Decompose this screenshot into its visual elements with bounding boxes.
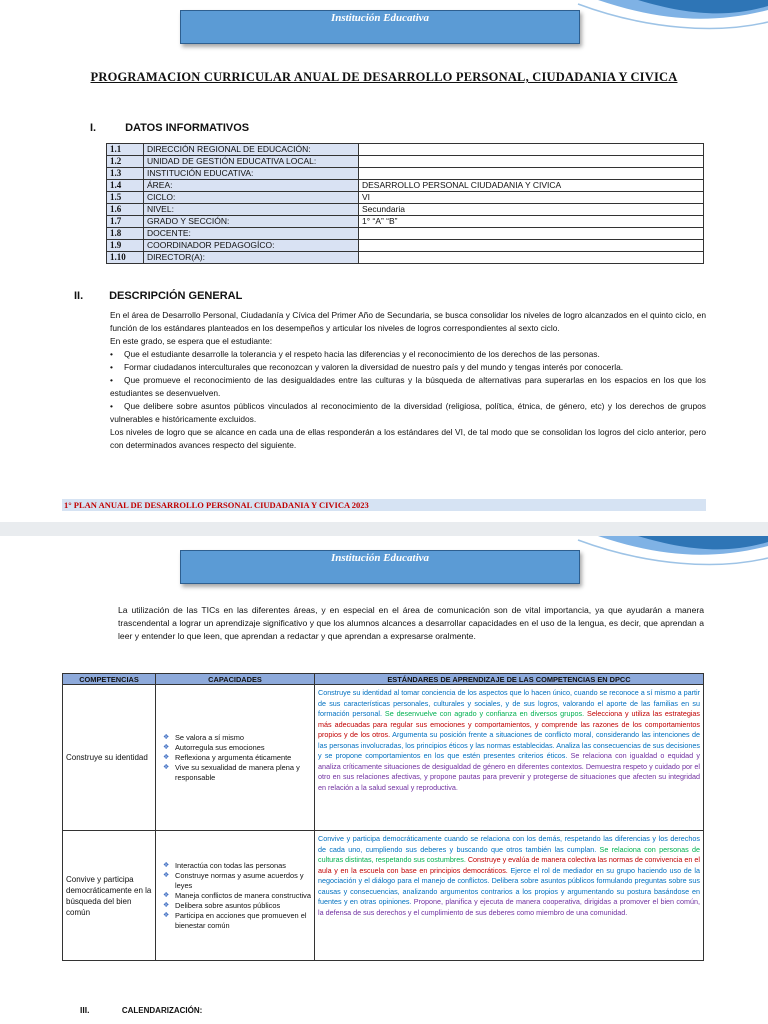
info-row-label: DIRECTOR(A): [144, 252, 359, 264]
competencia-name: Convive y participa democráticamente en la búsqueda del bien común [66, 874, 152, 917]
competencia-row [63, 831, 704, 961]
capacidad-item: ❖ Interactúa con todas las personas [163, 861, 311, 871]
info-row-label: UNIDAD DE GESTIÓN EDUCATIVA LOCAL: [144, 156, 359, 168]
bullet-text: Que el estudiante desarrolle la tolerancia y el respeto hacia las diferencias y el reconocimiento de los derechos de las personas. [124, 349, 600, 359]
section-2-heading [74, 290, 242, 302]
competencia-cell [63, 831, 156, 961]
info-row [107, 228, 704, 240]
section-3-title: CALENDARIZACIÓN: [121, 1006, 203, 1015]
competencias-table [62, 673, 704, 961]
info-row [107, 240, 704, 252]
section-1-title: DATOS INFORMATIVOS [125, 122, 250, 134]
info-row-number: 1.1 [107, 144, 144, 156]
info-row [107, 204, 704, 216]
estandar-cell [315, 831, 704, 961]
capacidad-item: ❖ Vive su sexualidad de manera plena y responsable [163, 763, 311, 783]
capacidades-cell [156, 685, 315, 831]
info-row-value: DESARROLLO PERSONAL CIUDADANIA Y CIVICA [359, 180, 704, 192]
info-row-number: 1.2 [107, 156, 144, 168]
description-bullet-list [110, 348, 706, 426]
description-paragraph-1: En el área de Desarrollo Personal, Ciudadanía y Cívica del Primer Año de Secundaria, se busca consolidar los niveles de logro alcanzados en el quinto ciclo, en función de los estándares planteados en los desempeños y articular los niveles de logros correspondientes al sexto ciclo. [110, 310, 706, 333]
bullet-icon: • [110, 401, 113, 411]
description-bullet [110, 348, 706, 361]
description-bullet [110, 361, 706, 374]
section-1-heading [90, 122, 249, 134]
col-header-competencias: COMPETENCIAS [63, 674, 156, 685]
info-row-label: DIRECCIÓN REGIONAL DE EDUCACIÓN: [144, 144, 359, 156]
info-row-number: 1.5 [107, 192, 144, 204]
estandar-segment: Construye su identidad al tomar conciencia de los aspectos que lo hacen único, cuando se reconoce a sí mismo a partir de sus características personales, culturales y sociales, y de sus logros, valorando el aporte de las familias en su formación personal. [318, 688, 700, 718]
info-row-label: ÁREA: [144, 180, 359, 192]
info-row-label: INSTITUCIÓN EDUCATIVA: [144, 168, 359, 180]
info-row-label: CICLO: [144, 192, 359, 204]
estandar-text [318, 834, 700, 918]
datos-informativos-table [106, 143, 704, 264]
bullet-text: Que promueve el reconocimiento de las desigualdades entre las culturas y la búsqueda de alternativas para superarlas en los espacios en los que los estudiantes se desenvuelven. [110, 375, 706, 398]
description-bullet [110, 400, 706, 426]
col-header-estandares: ESTÁNDARES DE APRENDIZAJE DE LAS COMPETENCIAS EN DPCC [315, 674, 704, 685]
document-title: PROGRAMACION CURRICULAR ANUAL DE DESARROLLO PERSONAL, CIUDADANIA Y CIVICA [90, 70, 678, 84]
info-row-value [359, 168, 704, 180]
section-2-title: DESCRIPCIÓN GENERAL [109, 290, 243, 302]
info-row-label: COORDINADOR PEDAGOGÍCO: [144, 240, 359, 252]
section-2-number: II. [74, 290, 84, 302]
document-page-2 [0, 536, 768, 1024]
info-row [107, 156, 704, 168]
info-row-number: 1.10 [107, 252, 144, 264]
bullet-icon: • [110, 362, 113, 372]
capacidad-item: ❖ Maneja conflictos de manera constructiva [163, 891, 311, 901]
capacidad-item: ❖ Construye normas y asume acuerdos y leyes [163, 871, 311, 891]
info-row [107, 168, 704, 180]
info-row-value [359, 228, 704, 240]
estandar-segment: Construye y evalúa de manera colectiva las normas de convivencia en el aula y en la escuela con base en principios democráticos. [318, 855, 700, 875]
info-row-number: 1.6 [107, 204, 144, 216]
estandar-segment: Argumenta su posición frente a situaciones de conflicto moral, considerando las intenciones de las personas involucradas, los principios éticos y las normas establecidas. Analiza las consecuencias de sus decisiones y se propone comportamientos en los que estén presentes criterios éticos. [318, 730, 700, 760]
section-3-number: III. [80, 1005, 90, 1015]
descripcion-general-text [110, 309, 706, 452]
capacidad-item: ❖ Delibera sobre asuntos públicos [163, 901, 311, 911]
section-1-number: I. [90, 122, 97, 134]
estandar-text [318, 688, 700, 793]
info-row-label: NIVEL: [144, 204, 359, 216]
institution-header-box-2 [180, 550, 580, 584]
capacidad-item: ❖ Se valora a sí mismo [163, 733, 311, 743]
description-paragraph-3: Los niveles de logro que se alcance en cada una de ellas responderán a los estándares del VI, de tal modo que se consolidan los logros del ciclo anterior, pero con determinados avances respecto del siguiente. [110, 427, 706, 450]
estandar-segment: Ejerce el rol de mediador en su grupo haciendo uso de la negociación y el diálogo para el manejo de conflictos. Delibera sobre asuntos públicos formulando preguntas sobre sus causas y consecuencias, analizando argumentos contrarios a los propios y argumentando su postura basándose en fuentes y en otras opiniones. [318, 865, 700, 906]
description-bullet [110, 374, 706, 400]
capacidades-list [159, 733, 311, 783]
bullet-text: Formar ciudadanos interculturales que reconozcan y valoren la diversidad de nuestro país y del mundo y tengas interés por conocerla. [124, 362, 624, 372]
info-row-number: 1.7 [107, 216, 144, 228]
info-row-value: Secundaria [359, 204, 704, 216]
info-row-value: VI [359, 192, 704, 204]
info-row-value [359, 240, 704, 252]
institution-label-2: Institución Educativa [330, 552, 430, 564]
estandar-cell [315, 685, 704, 831]
info-row-number: 1.8 [107, 228, 144, 240]
bullet-icon: • [110, 375, 113, 385]
info-row-label: GRADO Y SECCIÓN: [144, 216, 359, 228]
estandar-segment: Propone, planifica y ejecuta de manera cooperativa, dirigidas a promover el bien común, la defensa de sus derechos y el cumplimiento de sus deberes como miembro de una comunidad. [318, 897, 701, 917]
page-separator [0, 522, 768, 536]
capacidad-item: ❖ Reflexiona y argumenta éticamente [163, 753, 311, 763]
info-row [107, 192, 704, 204]
estandar-segment: Se relaciona con personas de culturas distintas, respetando sus costumbres. [318, 844, 700, 864]
estandar-segment: Se desenvuelve con agrado y confianza en diversos grupos. [382, 709, 585, 718]
estandar-segment: Convive y participa democráticamente cuando se relaciona con los demás, respetando las diferencias y los derechos de cada uno, cumpliendo sus deberes y buscando que otros también las cumplan. [318, 834, 700, 854]
competencia-cell [63, 685, 156, 831]
tics-intro-paragraph: La utilización de las TICs en las diferentes áreas, y en especial en el área de comunicación son de vital importancia, ya que ayudarán a manera trascendental a lograr un aprendizaje significativo y que los alumnos alcances a desarrollar capacidades en el uso de la lengua, es decir, que aprendan a leer y entender lo que leen, que aprendan a redactar y que aprendan a expresarse oralmente. [118, 605, 704, 641]
capacidad-item: ❖ Autorregula sus emociones [163, 743, 311, 753]
col-header-capacidades: CAPACIDADES [156, 674, 315, 685]
competencia-name: Construye su identidad [66, 753, 148, 762]
info-row [107, 180, 704, 192]
plan-title-bar: 1° PLAN ANUAL DE DESARROLLO PERSONAL CIUDADANIA Y CIVICA 2023 [62, 499, 706, 511]
section-3-heading [80, 1005, 202, 1015]
info-row [107, 252, 704, 264]
bullet-text: Que delibere sobre asuntos públicos vinculados al reconocimiento de la diversidad (religiosa, política, étnica, de género, etc) y los derechos de grupos vulnerables e históricamente excluidos. [110, 401, 706, 424]
info-row-number: 1.4 [107, 180, 144, 192]
bullet-icon: • [110, 349, 113, 359]
info-row-number: 1.3 [107, 168, 144, 180]
institution-header-box [180, 10, 580, 44]
capacidades-list [159, 861, 311, 931]
institution-label: Institución Educativa [330, 12, 430, 24]
info-row [107, 144, 704, 156]
info-row-label: DOCENTE: [144, 228, 359, 240]
info-row-value [359, 156, 704, 168]
info-row-value [359, 144, 704, 156]
info-row-value: 1° “A” “B” [359, 216, 704, 228]
info-row-value [359, 252, 704, 264]
capacidades-cell [156, 831, 315, 961]
description-paragraph-2: En este grado, se espera que el estudiante: [110, 336, 273, 346]
competencia-row [63, 685, 704, 831]
estandar-segment: Selecciona y utiliza las estrategias más adecuadas para regular sus emociones y comportamientos, y comprende las razones de los comportamientos propios y de los otros. [318, 709, 701, 739]
info-row-number: 1.9 [107, 240, 144, 252]
capacidad-item: ❖ Participa en acciones que promueven el bienestar común [163, 911, 311, 931]
info-row [107, 216, 704, 228]
estandar-segment: Se relaciona con igualdad o equidad y analiza críticamente situaciones de desigualdad de género en diferentes contextos. Demuestra respeto y cuidado por el otro en sus relaciones afectivas, y propone pautas para prevenir y protegerse de situaciones que afecten su integridad en relación a la salud sexual y reproductiva. [318, 751, 700, 792]
